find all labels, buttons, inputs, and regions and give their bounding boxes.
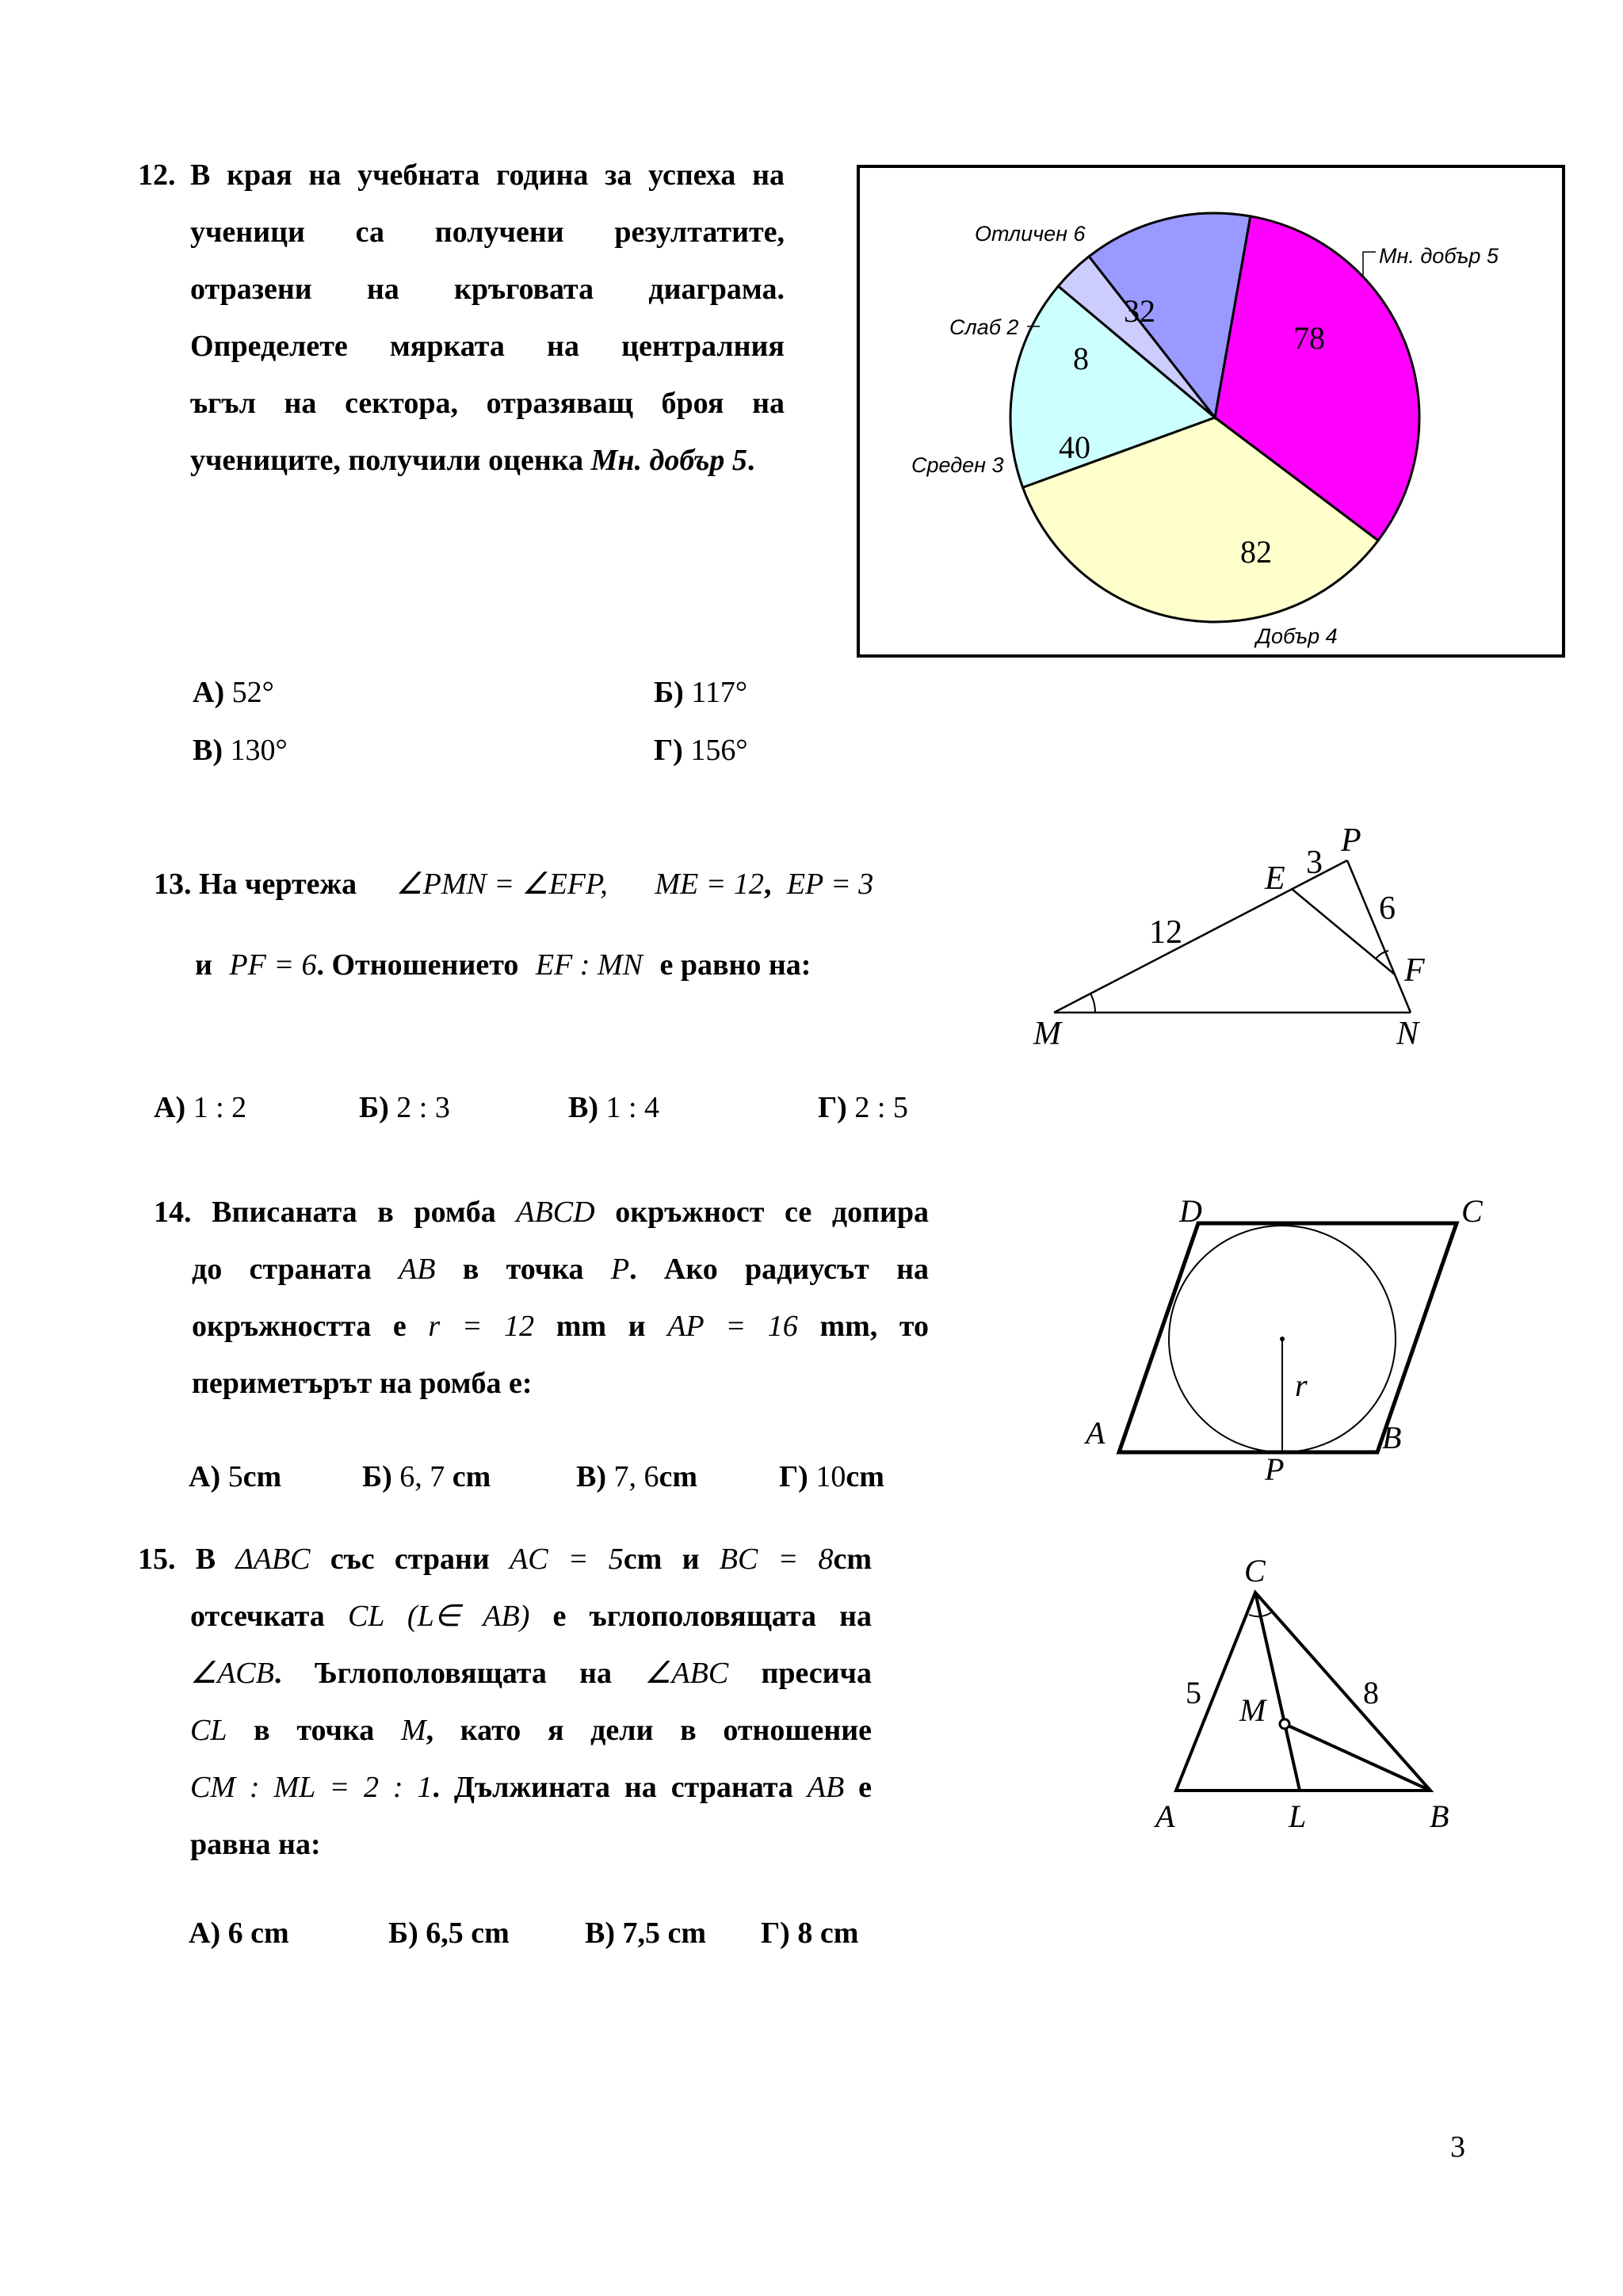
- q14-label-a: A: [1086, 1415, 1106, 1451]
- q12-line-6-end: .: [747, 444, 755, 477]
- q12-line-6-text: учениците, получили оценка: [190, 444, 591, 477]
- q13-option-a[interactable]: [154, 1090, 246, 1125]
- q15-line-1-c: и: [682, 1543, 700, 1576]
- pie-value-average: 40: [1059, 429, 1090, 465]
- q14-line-3-c: и: [628, 1310, 646, 1343]
- q15-line-1: [138, 1531, 872, 1588]
- q12-option-a-label: А): [193, 676, 225, 709]
- q14-option-b-label: Б): [362, 1460, 392, 1493]
- q14-point-p: P: [610, 1253, 630, 1286]
- q15-ac-unit: cm: [623, 1543, 663, 1576]
- q14-option-b-unit: cm: [452, 1460, 491, 1493]
- q15-angle-acb: ∠ACB: [190, 1657, 274, 1690]
- q15-line-2-b: е ъглополовящата на: [552, 1600, 873, 1633]
- q14-line-1: [154, 1184, 929, 1241]
- q12-option-b-value: 117°: [691, 676, 748, 709]
- q13-and: и: [195, 948, 212, 982]
- q14-line-3-d: то: [899, 1310, 930, 1343]
- pie-label-excellent: Отличен 6: [975, 222, 1086, 246]
- pie-label-poor: Слаб 2: [949, 315, 1019, 339]
- q15-line-1-b: със страни: [330, 1543, 490, 1576]
- q13-formula-ep: EP = 3: [786, 868, 874, 901]
- q13-option-d-value: 2 : 5: [854, 1091, 908, 1124]
- q15-triangle: ΔABC: [235, 1543, 311, 1576]
- q13-option-c-label: В): [568, 1091, 598, 1124]
- q13-intro: На чертежа: [199, 868, 357, 901]
- q15-option-c-value: 7,5 cm: [622, 1917, 707, 1950]
- q15-bisector-cl: [1255, 1592, 1300, 1791]
- q12-line-4: Определете мярката на централния: [190, 330, 785, 363]
- q15-option-d-value: 8 cm: [797, 1917, 859, 1950]
- q13-option-b[interactable]: [359, 1090, 450, 1125]
- q13-label-m: M: [1033, 1016, 1061, 1052]
- pie-value-good: 82: [1240, 534, 1272, 570]
- q12-option-c-value: 130°: [230, 734, 288, 767]
- q15-line-4-b: , като я дели в отношение: [426, 1714, 873, 1747]
- q15-line-2: [190, 1588, 872, 1645]
- q15-length-ac: 5: [1186, 1675, 1201, 1711]
- q15-length-bc: 8: [1363, 1675, 1379, 1711]
- q15-line-4: [190, 1702, 872, 1759]
- q14-option-a[interactable]: [189, 1459, 281, 1494]
- q15-line-1-a: В: [195, 1543, 216, 1576]
- q15-number: 15.: [138, 1543, 176, 1576]
- q14-line-2-c: . Ако радиусът на: [629, 1253, 930, 1286]
- pie-label-very-good: Мн. добър 5: [1379, 244, 1499, 268]
- q15-option-a[interactable]: [189, 1916, 289, 1951]
- q15-label-a: A: [1155, 1798, 1175, 1834]
- q13-length-me: 12: [1149, 914, 1182, 951]
- q15-triangle-abc: [1176, 1592, 1430, 1791]
- q12-option-d-value: 156°: [690, 734, 748, 767]
- q15-label-l: L: [1289, 1798, 1307, 1834]
- q14-option-c-label: В): [576, 1460, 606, 1493]
- q14-line-3-b: е: [392, 1310, 407, 1343]
- q14-option-d-value: 10: [815, 1460, 846, 1493]
- q15-line-2-a: отсечката: [190, 1600, 325, 1633]
- q12-line-1: В края на учебната година за успеха на: [190, 158, 785, 192]
- q13-option-d-label: Г): [818, 1091, 847, 1124]
- q15-line-3: [190, 1645, 872, 1702]
- q15-label-b: B: [1430, 1798, 1449, 1834]
- q15-line-5: [190, 1759, 872, 1816]
- q13-option-d[interactable]: [818, 1090, 908, 1125]
- q12-grade-name: Мн. добър 5: [590, 444, 747, 477]
- q14-option-c-unit: cm: [659, 1460, 698, 1493]
- q12-option-a-value: 52°: [231, 676, 274, 709]
- q15-text: [138, 1531, 872, 1873]
- q14-side-ab: AB: [399, 1253, 436, 1286]
- q15-angle-abc: ∠ABC: [644, 1657, 729, 1690]
- q15-line-6: равна на:: [190, 1828, 321, 1861]
- q13-formula-angles: ∠PMN = ∠EFP,: [395, 868, 608, 901]
- q13-number: 13.: [154, 868, 192, 901]
- q12-line-2: ученици са получени резултатите,: [190, 215, 785, 249]
- q13-option-a-value: 1 : 2: [193, 1091, 247, 1124]
- q15-option-c[interactable]: [585, 1916, 706, 1951]
- q12-option-d[interactable]: [654, 733, 748, 768]
- q14-label-c: C: [1461, 1196, 1483, 1229]
- q15-line-4-a: в точка: [254, 1714, 375, 1747]
- q13-label-n: N: [1396, 1016, 1419, 1052]
- q12-option-c[interactable]: [193, 733, 288, 768]
- q15-ac: AC = 5: [510, 1543, 624, 1576]
- q15-option-c-label: В): [585, 1917, 615, 1950]
- q13-option-a-label: А): [154, 1091, 186, 1124]
- q13-formula-ratio: EF : MN: [535, 948, 643, 982]
- q14-option-b[interactable]: [362, 1459, 491, 1494]
- q13-text-ratio: . Отношението: [316, 948, 519, 982]
- q15-line-5-a: . Дължината на страната: [432, 1771, 793, 1804]
- q12-option-c-label: В): [193, 734, 223, 767]
- q14-option-c[interactable]: [576, 1459, 697, 1494]
- q14-label-b: B: [1382, 1420, 1402, 1455]
- q12-option-d-label: Г): [654, 734, 683, 767]
- q13-label-p: P: [1341, 822, 1361, 859]
- q13-option-c[interactable]: [568, 1090, 659, 1125]
- q15-line-3-b: пресича: [761, 1657, 872, 1690]
- q12-option-b-label: Б): [654, 676, 684, 709]
- q14-radius-unit: mm: [556, 1310, 607, 1343]
- q15-option-d-label: Г): [761, 1917, 790, 1950]
- q14-line-2: [192, 1241, 929, 1298]
- q12-line-5: ъгъл на сектора, отразяващ броя на: [190, 387, 785, 420]
- q13-label-e: E: [1265, 860, 1285, 897]
- pie-value-very-good: 78: [1293, 320, 1325, 356]
- q15-ratio: CM : ML = 2 : 1: [190, 1771, 433, 1804]
- q15-label-c: C: [1244, 1553, 1266, 1589]
- q14-option-a-value: 5: [227, 1460, 243, 1493]
- q14-line-4: периметърът на ромба е:: [192, 1367, 533, 1400]
- q13-figure: [1022, 816, 1466, 1054]
- q15-line-5-b: е: [858, 1771, 872, 1804]
- q15-point-m-dot: [1280, 1719, 1289, 1729]
- q12-option-b[interactable]: [654, 675, 747, 710]
- pie-value-excellent: 32: [1124, 293, 1155, 329]
- q14-figure: [1078, 1196, 1506, 1482]
- q14-line-3-a: окръжността: [192, 1310, 372, 1343]
- q15-option-b-value: 6,5 cm: [426, 1917, 510, 1950]
- q14-line-3: [192, 1298, 929, 1355]
- q14-line-2-b: в точка: [462, 1253, 584, 1286]
- q15-bc: BC = 8: [719, 1543, 834, 1576]
- q14-option-a-unit: cm: [242, 1460, 282, 1493]
- q15-option-d[interactable]: [761, 1916, 858, 1951]
- q15-bisector-bm: [1285, 1724, 1430, 1791]
- pie-label-good: Добър 4: [1256, 624, 1338, 648]
- q14-center-dot: [1280, 1337, 1285, 1341]
- q12-option-a[interactable]: [193, 675, 274, 710]
- pie-label-average: Среден 3: [911, 453, 1004, 477]
- q14-option-d-label: Г): [779, 1460, 808, 1493]
- q14-option-b-value: 6, 7: [399, 1460, 445, 1493]
- q15-option-b-label: Б): [388, 1917, 418, 1950]
- pie-slices: [1010, 213, 1419, 622]
- pie-leader-very-good: [1363, 252, 1376, 277]
- q15-option-a-value: 6 cm: [227, 1917, 289, 1950]
- q12-line-3: отразени на кръговата диаграма.: [190, 273, 785, 306]
- q14-option-c-value: 7, 6: [613, 1460, 659, 1493]
- q14-ap: AP = 16: [667, 1310, 798, 1343]
- q14-number: 14.: [154, 1196, 192, 1229]
- q13-angle-m-arc: [1090, 994, 1095, 1013]
- q13-segment-mp: [1054, 860, 1347, 1013]
- q15-bc-unit: cm: [833, 1543, 873, 1576]
- q13-length-ep: 3: [1306, 845, 1323, 881]
- q13-option-c-value: 1 : 4: [605, 1091, 660, 1124]
- q13-label-f: F: [1404, 952, 1425, 989]
- q14-text: [154, 1184, 929, 1412]
- q14-label-p: P: [1265, 1451, 1285, 1482]
- q13-segment-pn: [1347, 860, 1411, 1013]
- q15-figure: [1141, 1553, 1474, 1838]
- q15-cl: CL (L∈ AB): [347, 1600, 530, 1633]
- q13-option-b-label: Б): [359, 1091, 389, 1124]
- q12-number: 12.: [138, 158, 176, 192]
- q14-option-a-label: А): [189, 1460, 221, 1493]
- q14-line-1-a: Вписаната в ромба: [212, 1196, 496, 1229]
- q14-option-d-unit: cm: [846, 1460, 884, 1493]
- q14-radius: r = 12: [428, 1310, 535, 1343]
- q15-cl-2: CL: [190, 1714, 227, 1747]
- q13-option-b-value: 2 : 3: [396, 1091, 450, 1124]
- pie-value-poor: 8: [1073, 341, 1089, 376]
- q14-label-r: r: [1295, 1367, 1308, 1403]
- q15-side-ab: AB: [807, 1771, 845, 1804]
- q15-line-3-a: . Ъглополовящата на: [273, 1657, 613, 1690]
- q15-label-m: M: [1239, 1692, 1266, 1728]
- q13-line-1: [154, 856, 873, 913]
- q13-formula-me: ME = 12: [655, 868, 764, 901]
- q13-line-2: [195, 936, 811, 994]
- q14-rhombus-name: ABCD: [516, 1196, 595, 1229]
- q13-comma: ,: [763, 868, 772, 901]
- q14-label-d: D: [1179, 1196, 1202, 1229]
- q14-line-1-b: окръжност се допира: [615, 1196, 930, 1229]
- page-number: 3: [1450, 2130, 1465, 2164]
- q14-ap-unit: mm,: [819, 1310, 878, 1343]
- q15-point-m: M: [400, 1714, 426, 1747]
- q13-text-equals: е равно на:: [659, 948, 812, 982]
- q14-option-d[interactable]: [779, 1459, 884, 1494]
- q15-option-a-label: А): [189, 1917, 221, 1950]
- q14-line-2-a: до страната: [192, 1253, 372, 1286]
- q13-length-pf: 6: [1379, 891, 1396, 927]
- q13-formula-pf: PF = 6: [229, 948, 317, 982]
- q15-option-b[interactable]: [388, 1916, 510, 1951]
